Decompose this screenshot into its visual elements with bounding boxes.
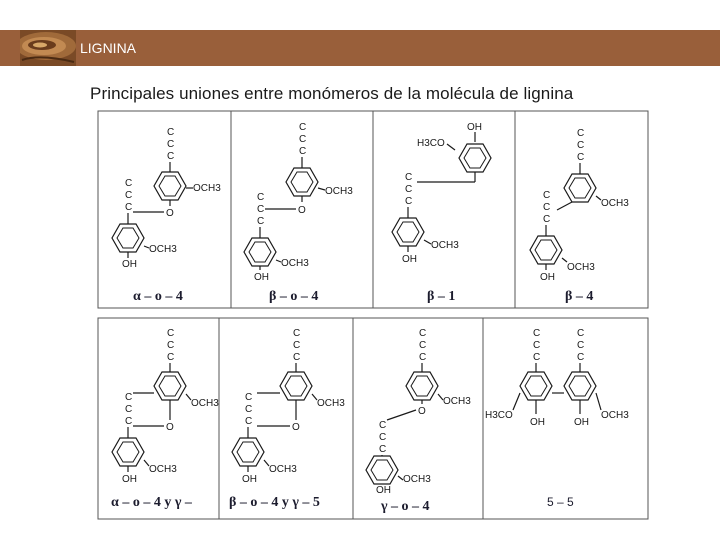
- svg-text:OCH3: OCH3: [601, 410, 629, 421]
- svg-text:C: C: [167, 352, 175, 363]
- svg-text:OCH3: OCH3: [269, 464, 297, 475]
- structure-beta-o-4: [244, 122, 353, 304]
- svg-text:C: C: [167, 127, 175, 138]
- svg-text:OH: OH: [254, 272, 269, 283]
- svg-text:OCH3: OCH3: [443, 396, 471, 407]
- svg-text:OH: OH: [574, 417, 589, 428]
- panel-grid-bottom: [98, 318, 648, 519]
- caption-a-o-4-y-g: α – o – 4 y γ –: [111, 495, 192, 510]
- svg-text:C: C: [577, 140, 585, 151]
- svg-text:C: C: [379, 432, 387, 443]
- svg-text:C: C: [299, 122, 307, 133]
- svg-text:OCH3: OCH3: [281, 258, 309, 269]
- svg-text:O: O: [298, 205, 306, 216]
- svg-text:OCH3: OCH3: [317, 398, 345, 409]
- structure-gamma-o-4: [366, 328, 471, 514]
- svg-text:C: C: [379, 444, 387, 455]
- svg-text:OCH3: OCH3: [601, 198, 629, 209]
- svg-text:C: C: [299, 146, 307, 157]
- svg-text:C: C: [245, 392, 253, 403]
- svg-text:C: C: [125, 190, 133, 201]
- svg-text:OCH3: OCH3: [149, 244, 177, 255]
- svg-text:OCH3: OCH3: [325, 186, 353, 197]
- svg-text:C: C: [125, 392, 133, 403]
- svg-text:C: C: [167, 340, 175, 351]
- svg-text:C: C: [299, 134, 307, 145]
- caption-a-o-4: α – o – 4: [133, 289, 183, 304]
- svg-text:C: C: [293, 328, 301, 339]
- caption-b-o-4-y-g5: β – o – 4 y γ – 5: [229, 495, 320, 510]
- svg-text:C: C: [125, 404, 133, 415]
- svg-text:O: O: [418, 406, 426, 417]
- svg-text:C: C: [405, 196, 413, 207]
- header-title: LIGNINA: [80, 40, 137, 56]
- wood-texture-thumbnail: [20, 30, 76, 66]
- svg-text:C: C: [257, 216, 265, 227]
- svg-text:OH: OH: [467, 122, 482, 133]
- svg-text:OH: OH: [540, 272, 555, 283]
- svg-text:OCH3: OCH3: [403, 474, 431, 485]
- svg-text:C: C: [167, 328, 175, 339]
- svg-text:O: O: [166, 422, 174, 433]
- svg-text:C: C: [405, 172, 413, 183]
- svg-text:C: C: [533, 328, 541, 339]
- structure-beta-1: [392, 122, 491, 304]
- caption-g-o-4: γ – o – 4: [381, 499, 430, 514]
- structure-5-5: [485, 328, 629, 509]
- caption-b-1: β – 1: [427, 289, 456, 304]
- svg-text:C: C: [293, 352, 301, 363]
- svg-text:C: C: [577, 152, 585, 163]
- svg-text:C: C: [245, 404, 253, 415]
- structure-beta-4: [530, 128, 629, 304]
- svg-text:OCH3: OCH3: [149, 464, 177, 475]
- svg-text:OH: OH: [122, 474, 137, 485]
- svg-text:OH: OH: [530, 417, 545, 428]
- svg-text:C: C: [125, 178, 133, 189]
- svg-text:C: C: [379, 420, 387, 431]
- svg-text:C: C: [125, 416, 133, 427]
- svg-text:C: C: [293, 340, 301, 351]
- caption-5-5: 5 – 5: [547, 495, 574, 509]
- svg-text:C: C: [419, 340, 427, 351]
- svg-text:O: O: [166, 208, 174, 219]
- svg-text:OCH3: OCH3: [567, 262, 595, 273]
- svg-text:C: C: [577, 128, 585, 139]
- svg-text:C: C: [257, 192, 265, 203]
- svg-text:H3CO: H3CO: [485, 410, 513, 421]
- caption-b-4: β – 4: [565, 289, 594, 304]
- svg-text:OCH3: OCH3: [191, 398, 219, 409]
- svg-text:C: C: [405, 184, 413, 195]
- svg-text:C: C: [167, 151, 175, 162]
- svg-text:C: C: [577, 352, 585, 363]
- svg-text:OH: OH: [376, 485, 391, 496]
- svg-text:C: C: [543, 190, 551, 201]
- structure-alpha-o-4: [112, 127, 221, 304]
- svg-text:OH: OH: [242, 474, 257, 485]
- structure-alpha-o-4-gamma: [111, 328, 219, 510]
- lignin-linkage-figure: [97, 110, 649, 520]
- svg-text:C: C: [577, 340, 585, 351]
- svg-text:C: C: [533, 340, 541, 351]
- page-subtitle: Principales uniones entre monómeros de la molécula de lignina: [90, 84, 574, 103]
- structure-beta-o-4-gamma-5: [229, 328, 345, 510]
- svg-text:C: C: [543, 202, 551, 213]
- svg-text:C: C: [543, 214, 551, 225]
- svg-text:C: C: [245, 416, 253, 427]
- panel-grid-top: [98, 111, 648, 308]
- svg-text:OH: OH: [402, 254, 417, 265]
- svg-text:C: C: [419, 352, 427, 363]
- svg-text:O: O: [292, 422, 300, 433]
- svg-text:H3CO: H3CO: [417, 138, 445, 149]
- svg-text:C: C: [125, 202, 133, 213]
- svg-text:OCH3: OCH3: [193, 183, 221, 194]
- svg-text:OCH3: OCH3: [431, 240, 459, 251]
- svg-text:C: C: [167, 139, 175, 150]
- svg-text:OH: OH: [122, 259, 137, 270]
- svg-text:C: C: [577, 328, 585, 339]
- svg-text:C: C: [257, 204, 265, 215]
- svg-text:C: C: [533, 352, 541, 363]
- caption-b-o-4: β – o – 4: [269, 289, 319, 304]
- svg-text:C: C: [419, 328, 427, 339]
